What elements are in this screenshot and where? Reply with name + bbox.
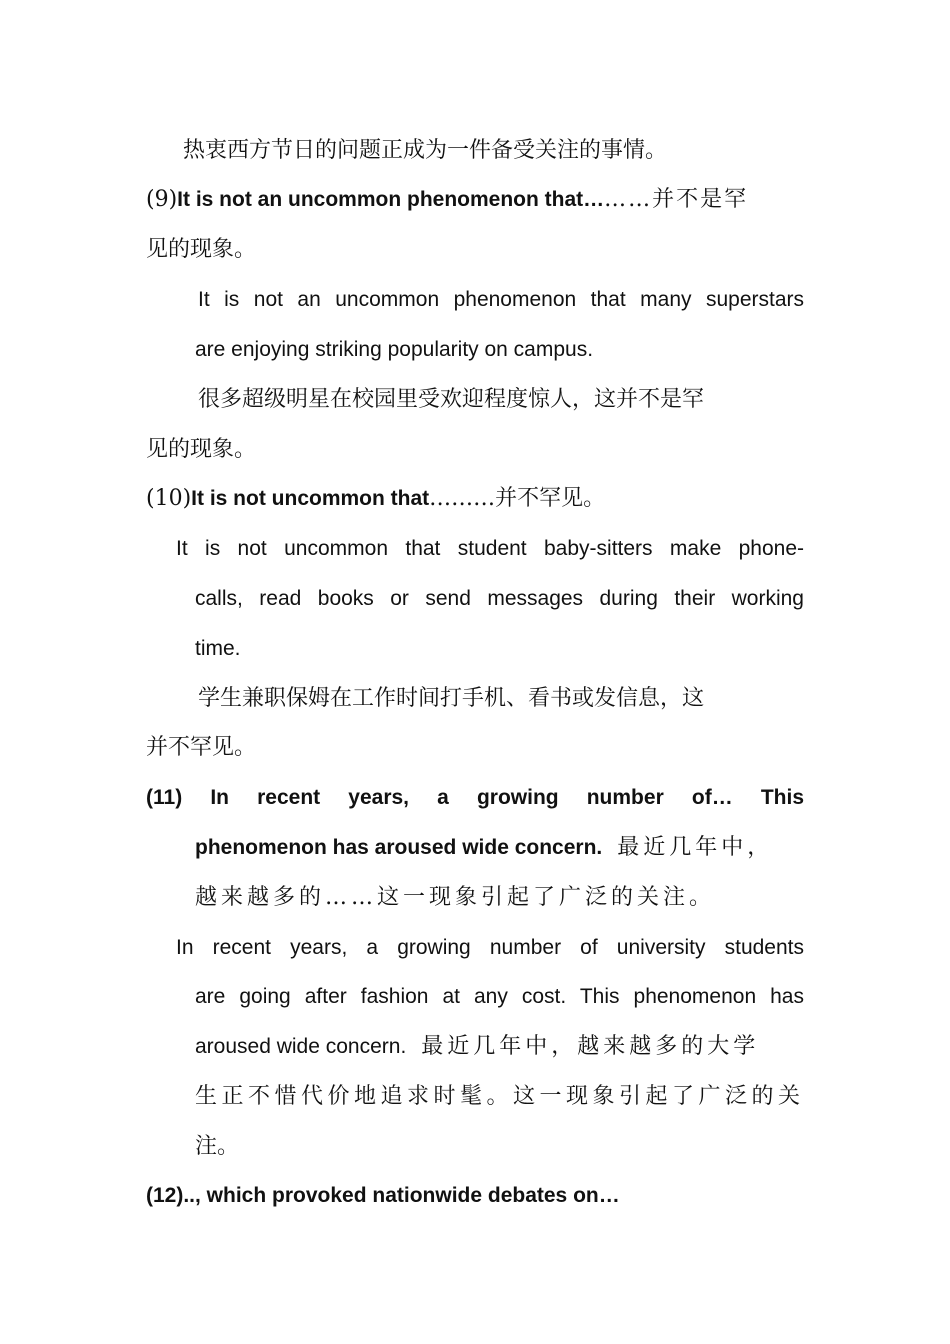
english-text: It is not uncommon that student baby-sitters make phone- <box>176 537 804 560</box>
translation-line <box>146 428 804 472</box>
heading-translation: ……并不是罕 <box>604 187 749 212</box>
english-text: calls, read books or send messages during their working <box>195 587 804 610</box>
heading-phrase: phenomenon has aroused wide concern. <box>195 836 603 859</box>
translation-line <box>198 677 804 721</box>
example-sentence <box>198 278 804 322</box>
example-sentence <box>195 1025 804 1069</box>
chinese-text: 很多超级明星在校园里受欢迎程度惊人，这并不是罕 <box>198 387 705 412</box>
heading-item-11-cont <box>195 826 804 870</box>
translation-line <box>198 378 804 422</box>
chinese-text: 并不罕见。 <box>146 735 257 760</box>
chinese-text: 热衷西方节日的问题正成为一件备受关注的事情。 <box>183 138 668 163</box>
english-text: are enjoying striking popularity on campus. <box>195 338 594 361</box>
item-number: (10) <box>146 486 192 511</box>
heading-translation: 最近几年中， <box>617 835 774 860</box>
chinese-text: 最近几年中，越来越多的大学 <box>421 1034 760 1059</box>
english-text: are going after fashion at any cost. This phenomenon has <box>195 985 804 1008</box>
english-text: It is not an uncommon phenomenon that many superstars <box>198 288 804 311</box>
heading-phrase: (11) In recent years, a growing number of… This <box>146 786 804 809</box>
english-text: time. <box>195 637 241 660</box>
chinese-text: 见的现象。 <box>146 437 257 462</box>
example-sentence <box>195 577 804 621</box>
heading-item-12 <box>146 1174 804 1218</box>
example-sentence <box>195 627 804 671</box>
example-sentence <box>176 926 804 970</box>
chinese-text: 学生兼职保姆在工作时间打手机、看书或发信息，这 <box>198 686 705 711</box>
heading-phrase: (12).., which provoked nationwide debates on… <box>146 1184 620 1207</box>
paragraph-line <box>146 228 804 272</box>
example-sentence <box>176 527 804 571</box>
example-sentence <box>195 975 804 1019</box>
heading-translation: ………并不罕见。 <box>429 486 606 511</box>
english-text: aroused wide concern. <box>195 1035 407 1058</box>
translation-line <box>146 726 804 770</box>
paragraph-line <box>183 129 804 173</box>
item-number: (9) <box>146 187 178 212</box>
translation-line <box>195 1075 804 1119</box>
translation-line <box>195 1125 804 1169</box>
chinese-text: 生正不惜代价地追求时髦。这一现象引起了广泛的关 <box>195 1084 804 1109</box>
heading-item-9 <box>146 178 804 222</box>
heading-phrase: It is not uncommon that <box>191 487 430 510</box>
chinese-text: 越来越多的……这一现象引起了广泛的关注。 <box>195 885 716 910</box>
chinese-text: 注。 <box>195 1134 240 1159</box>
chinese-text: 见的现象。 <box>146 237 257 262</box>
example-sentence <box>195 328 804 372</box>
heading-item-11 <box>146 776 804 820</box>
heading-phrase: It is not an uncommon phenomenon that… <box>177 188 605 211</box>
heading-translation <box>195 876 804 920</box>
heading-item-10 <box>146 477 804 521</box>
english-text: In recent years, a growing number of university students <box>176 936 804 959</box>
